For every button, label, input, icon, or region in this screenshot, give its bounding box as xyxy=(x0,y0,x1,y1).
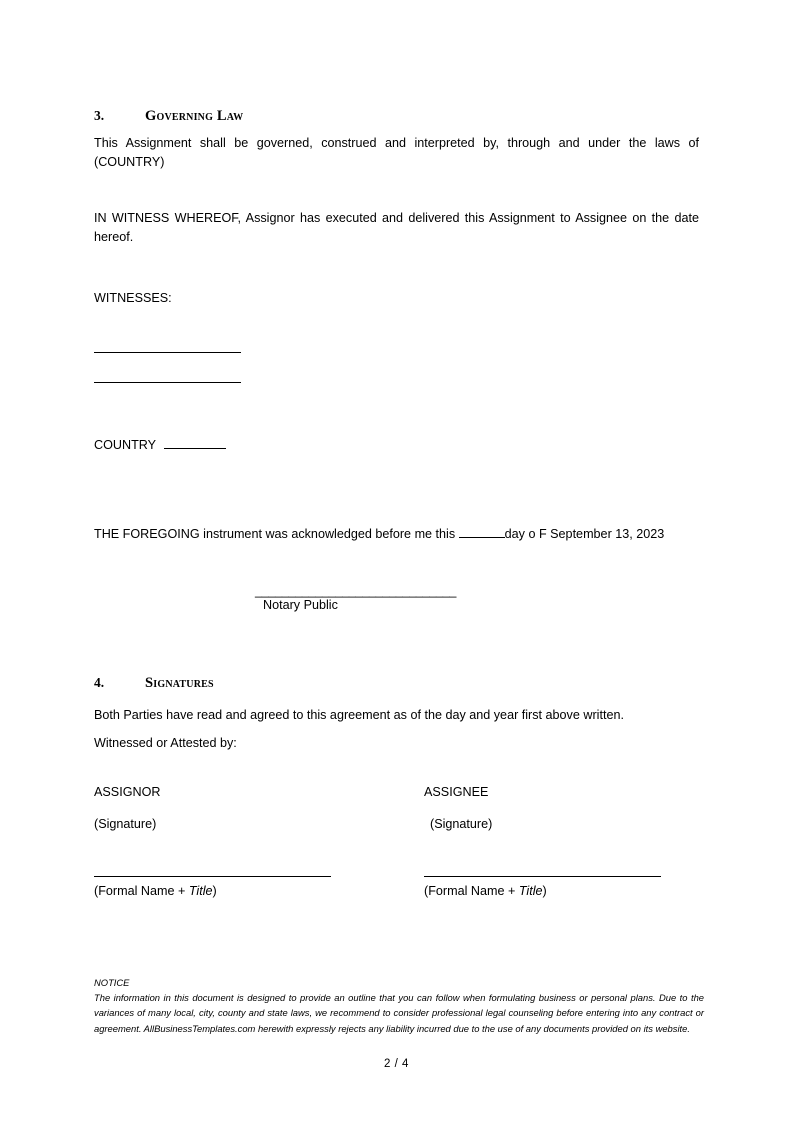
section-title: Signatures xyxy=(145,674,214,691)
assignee-formal-name-caption xyxy=(424,884,699,898)
assignor-rule-cell xyxy=(94,876,424,877)
governing-law-paragraph: This Assignment shall be governed, construed and interpreted by, through and under the laws of (COUNTRY) xyxy=(94,135,699,170)
assignor-signature-line[interactable] xyxy=(94,876,331,877)
acknowledgment-suffix: day o F September 13, 2023 xyxy=(504,526,665,541)
caption-suffix: ) xyxy=(212,884,217,898)
assignee-rule-cell xyxy=(424,876,699,877)
caption-prefix: (Formal Name + xyxy=(94,884,189,898)
assignor-column xyxy=(94,785,424,799)
section-heading-governing-law xyxy=(94,109,699,125)
notary-signature-line[interactable]: ______________________________ xyxy=(255,583,457,598)
assignee-label: ASSIGNEE xyxy=(424,785,489,799)
acknowledgment-prefix: THE FOREGOING instrument was acknowledged before me this xyxy=(94,526,459,541)
acknowledgment-paragraph xyxy=(94,525,699,544)
assignee-signature-hint: (Signature) xyxy=(430,817,493,831)
caption-title-italic: Title xyxy=(518,884,543,898)
page-footer: 2 / 4 xyxy=(384,1058,409,1070)
assignee-signature-line[interactable] xyxy=(424,876,661,877)
witnessed-attested-label: Witnessed or Attested by: xyxy=(94,735,237,750)
country-blank-field[interactable] xyxy=(164,437,226,449)
notary-public-label: Notary Public xyxy=(263,597,338,612)
section-heading-signatures xyxy=(94,676,699,692)
caption-suffix: ) xyxy=(542,884,547,898)
signature-rule-row xyxy=(94,876,699,877)
signature-hint-row xyxy=(94,817,699,831)
section-number: 4. xyxy=(94,674,105,690)
country-field-row xyxy=(94,437,699,452)
caption-title-italic: Title xyxy=(188,884,213,898)
assignor-label: ASSIGNOR xyxy=(94,785,161,799)
signature-party-row xyxy=(94,785,699,799)
notice-text: The information in this document is designed to provide an outline that you can follow when formulating business or personal plans. Due to the variances of many local, city, county and state laws, we recommend to consider professional legal counseling before entering into any contract or agreement. AllBusinessTemplates.com herewith expressly rejects any liability incurred due to the use of any documents provided on its website. xyxy=(94,992,704,1034)
witness-whereof-paragraph: IN WITNESS WHEREOF, Assignor has executed and delivered this Assignment to Assignee on the date hereof. xyxy=(94,211,699,245)
assignor-signature-area[interactable] xyxy=(94,817,424,831)
signatures-paragraph: Both Parties have read and agreed to this agreement as of the day and year first above written. xyxy=(94,707,624,722)
assignor-caption-cell xyxy=(94,884,424,898)
section-number: 3. xyxy=(94,108,105,123)
notary-block xyxy=(255,584,699,612)
assignor-formal-name-caption xyxy=(94,884,424,898)
caption-prefix: (Formal Name + xyxy=(424,884,519,898)
country-label: COUNTRY xyxy=(94,437,157,452)
notice-title: NOTICE xyxy=(94,977,130,988)
assignee-signature-area[interactable] xyxy=(424,817,699,831)
assignee-column xyxy=(424,785,699,799)
page-content xyxy=(94,0,704,1036)
assignor-signature-hint: (Signature) xyxy=(94,817,157,831)
acknowledgment-day-blank[interactable] xyxy=(459,526,505,538)
section-title: Governing Law xyxy=(145,108,244,124)
signature-caption-row xyxy=(94,884,699,898)
assignee-caption-cell xyxy=(424,884,699,898)
witnesses-label: WITNESSES: xyxy=(94,290,172,305)
